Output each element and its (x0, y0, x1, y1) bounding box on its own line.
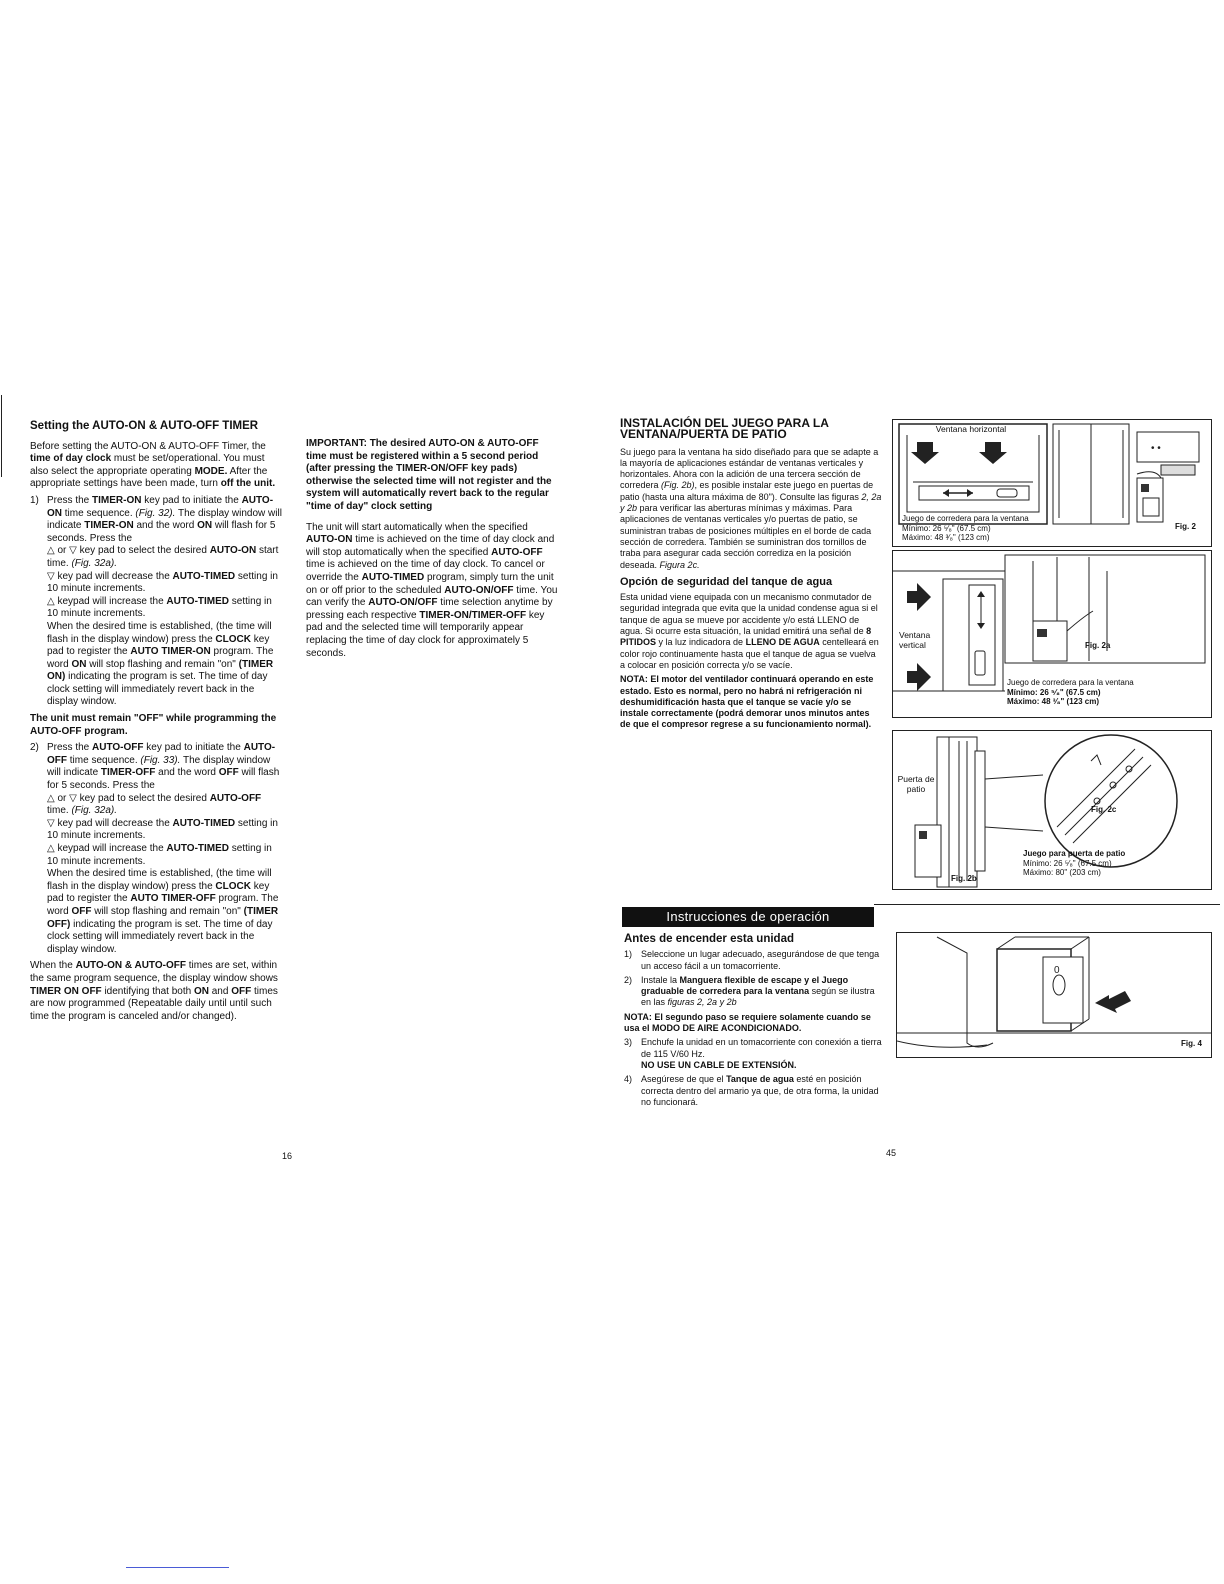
fig2a-caption: Juego de corredera para la ventana Mínimo: 26 ⁵⁄₈" (67.5 cm) Máximo: 48 ³⁄₈" (123 cm) (1007, 678, 1134, 706)
step-item-3: 3) Enchufe la unidad en un tomacorriente con conexión a tierra de 115 V/60 Hz. NO USE UN CABLE DE EXTENSIÓN. (624, 1037, 882, 1070)
safety-heading: Opción de seguridad del tanque de agua (620, 575, 833, 588)
operation-banner: Instrucciones de operación (622, 907, 874, 927)
step-item-1: 1) Seleccione un lugar adecuado, asegurándose de que tenga un acceso fácil a un tomacorriente. (624, 949, 880, 971)
timer-heading: Setting the AUTO-ON & AUTO-OFF TIMER (30, 420, 259, 432)
fig2-label: Fig. 2 (1175, 522, 1196, 531)
right-column-bottom (624, 934, 884, 1108)
programming-warning: The unit must remain "OFF" while programming the AUTO-OFF program. (30, 713, 277, 737)
figure-2b-2c-patio-door (892, 730, 1212, 890)
figure-2-horizontal-window (892, 419, 1212, 547)
right-page (610, 400, 1214, 1170)
fig2a-title: Ventana vertical (899, 630, 931, 650)
left-column (30, 420, 285, 1027)
nota-fan: NOTA: El motor del ventilador continuará operando en este estado. Esto es normal, pero no habrá ni refrigeración ni deshumidificación hasta que el tanque se vacíe y/o se instale correctamente (podrá demorar unos minutos antes de que el compresor regrese a su funcionamiento normal). (620, 674, 874, 730)
fig2c-caption: Juego para puerta de patio Mínimo: 26 ⁵⁄₈" (67.5 cm) Máximo: 80" (203 cm) (1023, 849, 1126, 877)
installation-paragraph: Su juego para la ventana ha sido diseñado para que se adapte a la mayoría de aplicaciones estándar de ventanas verticales y horizontales. Ahora con la adición de una tercera sección de corredera (Fig. 2b), es posible instalar este juego en puertas de patio (hasta una altura máxima de 80"). Consulte las figuras 2, 2a y 2b para verificar las aberturas mínimas y máximas. Para aplicaciones de ventanas verticales y/o puertas de patio, se suministran trabas de posiciones múltiples en el borde de cada sección de corredera. También se suministran dos tornillos de traba para asegurar cada sección corrediza en la posición deseada. Figura 2c. (620, 446, 882, 570)
closing-paragraph: When the AUTO-ON & AUTO-OFF times are set, within the same program sequence, the display window shows TIMER ON OFF identifying that both ON and OFF times are now programmed (Repeatable daily until until such time the program is canceled and/or changed). (30, 960, 278, 1022)
bottom-underline (126, 1567, 229, 1568)
before-start-heading: Antes de encender esta unidad (624, 933, 794, 945)
figure-2a-vertical-window (892, 550, 1212, 718)
step-item-2: 2) Instale la Manguera flexible de escape y el Juego graduable de corredera para la ventana según se ilustra en las figuras 2, 2a y 2b (624, 974, 875, 1008)
fig2-caption: Juego de corredera para la ventana Mínimo: 26 ⁵⁄₈" (67.5 cm) Máximo: 48 ³⁄₈" (123 cm) (902, 514, 1029, 542)
important-note: IMPORTANT: The desired AUTO-ON & AUTO-OFF time must be registered within a 5 second period (after pressing the TIMER-ON/OFF key pads) otherwise the selected time will not register and the system will automatically revert back to the regular "time of day" clock setting (306, 438, 552, 512)
fig2c-label: Fig. 2c (1091, 805, 1117, 814)
page-number-right: 45 (886, 1148, 897, 1158)
left-margin-line (1, 395, 2, 477)
fig4-label: Fig. 4 (1181, 1039, 1202, 1048)
step-item-4: 4) Asegúrese de que el Tanque de agua esté en posición correcta dentro del armario ya que, de otra forma, la unidad no funcionará. (624, 1074, 879, 1107)
fig2b-label: Fig. 2b (951, 874, 977, 883)
auto-paragraph: The unit will start automatically when the specified AUTO-ON time is achieved on the time of day clock and will stop automatically when the specified AUTO-OFF time is achieved on the time of day clock. To cancel or override the AUTO-TIMED program, simply turn the unit on or off prior to the scheduled AUTO-ON/OFF time. You can verify the AUTO-ON/OFF time selection anytime by pressing each respective TIMER-ON/TIMER-OFF key pad and the selected time will temporarily appear replacing the time of day clock for approximately 5 seconds. (306, 521, 558, 659)
intro-paragraph: Before setting the AUTO-ON & AUTO-OFF Timer, the time of day clock must be set/operational. You must also select the appropriate operating MODE. After the appropriate settings have been made, turn off the unit. (30, 440, 276, 490)
step-2: 2) Press the AUTO-OFF key pad to initiate the AUTO-OFF time sequence. (Fig. 33). The display window will indicate TIMER-OFF and the word OFF will flash for 5 seconds. Press the △ or ▽ key pad to select the desired AUTO-OFF time. (Fig. 32a). ▽ key pad will decrease the AUTO-TIMED setting in 10 minute increments. △ keypad will increase the AUTO-TIMED setting in 10 minute increments. When the desired time is established, (the time will flash in the display window) press the CLOCK key pad to register the AUTO TIMER-OFF program. The word OFF will stop flashing and remain "on" (TIMER OFF) indicating the program is set. The time of day clock setting will immediately revert back in the display window. (30, 742, 280, 955)
section-rule (874, 904, 1220, 905)
page-number-left: 16 (282, 1151, 293, 1161)
water-tank-drawing (897, 933, 1211, 1057)
fig2c-title: Puerta de patio (897, 774, 935, 794)
installation-heading: INSTALACIÓN DEL JUEGO PARA LA VENTANA/PUERTA DE PATIO (620, 416, 829, 442)
svg-text:• •: • • (1151, 443, 1161, 454)
fig2a-label: Fig. 2a (1085, 641, 1111, 650)
step-1: 1) Press the TIMER-ON key pad to initiate the AUTO-ON time sequence. (Fig. 32). The display window will indicate TIMER-ON and the word ON will flash for 5 seconds. Press the △ or ▽ key pad to select the desired AUTO-ON start time. (Fig. 32a). ▽ key pad will decrease the AUTO-TIMED setting in 10 minute increments. △ keypad will increase the AUTO-TIMED setting in 10 minute increments. When the desired time is established, (the time will flash in the display window) press the CLOCK key pad to register the AUTO TIMER-ON program. The word ON will stop flashing and remain "on" (TIMER ON) indicating the program is set. The time of day clock setting will immediately revert back in the display window. (30, 494, 282, 708)
nota-second-step: NOTA: El segundo paso se requiere solamente cuando se usa el MODO DE AIRE ACONDICIONADO. (624, 1011, 871, 1034)
figure-4-water-tank (896, 932, 1212, 1058)
svg-text:0: 0 (1054, 965, 1060, 976)
left-column-2 (306, 438, 561, 664)
safety-paragraph: Esta unidad viene equipada con un mecanismo conmutador de seguridad integrada que evita que la unidad condense agua si el tanque de agua se mueve por accidente y/o está LLENO de agua. Si ocurre esta situación, la unidad emitirá una señal de 8 PITIDOS y la luz indicadora de LLENO DE AGUA centelleará en color rojo continuamente hasta que el tanque de agua se vuelva a colocar en posición correcta y/o se vacíe. (620, 592, 879, 670)
fig2-title: Ventana horizontal (901, 425, 1041, 435)
right-column-top (620, 418, 882, 734)
left-page (20, 400, 580, 1170)
